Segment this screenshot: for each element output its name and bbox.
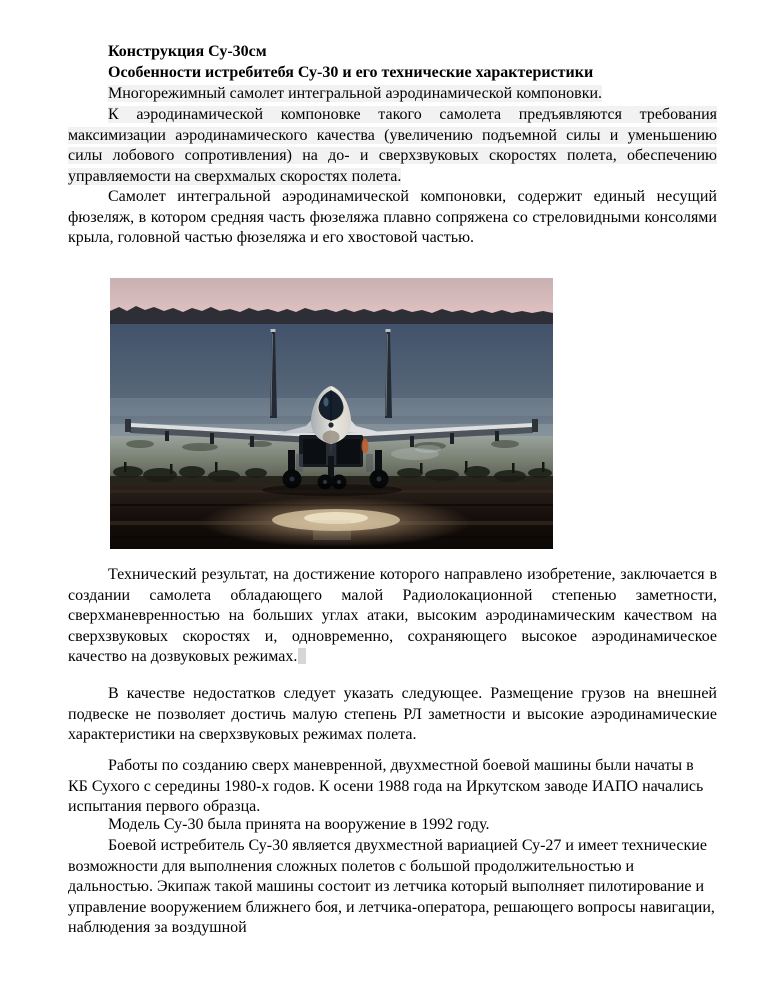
- su30-photo-art: [110, 278, 553, 549]
- paragraph-aero-requirements: [68, 105, 717, 187]
- paragraph-history: Работы по созданию сверх маневренной, двухместной боевой машины были начаты в КБ Сухого с середины 1980-х годов. К осени 1988 года на Иркутском заводе ИАПО начались испытания первого образца.: [68, 757, 704, 816]
- paragraph-technical-result: [68, 565, 717, 668]
- paragraph-adoption: Модель Су-30 была принята на вооружение в 1992 году.: [108, 816, 490, 833]
- paragraph-multimode: [68, 84, 717, 105]
- su30-photo: [110, 278, 553, 549]
- doc-heading-2: Особенности истребитебя Су-30 и его технические характеристики: [108, 64, 594, 81]
- highlighted-text: К аэродинамической компоновке такого самолета предъявляются требования максимизации аэродинамического качества (увеличению подъемной силы и уменьшению силы лобового сопротивления) на до- и сверхзвуковых скоростях полета, обеспечению управляемости на сверхмалых скоростях полета.: [68, 106, 717, 185]
- highlighted-text: Многорежимный самолет интегральной аэродинамической компоновки.: [108, 85, 603, 102]
- paragraph-text: Технический результат, на достижение которого направлено изобретение, заключается в создании самолета обладающего малой Радиолокационной степенью заметности, сверхманевренностью на больших углах атаки, высоким аэродинамическим качеством на сверхзвуковых скоростях и, одновременно, сохраняющего высокое аэродинамическое качество на дозвуковых режимах.: [68, 566, 717, 666]
- paragraph-drawbacks: В качестве недостатков следует указать следующее. Размещение грузов на внешней подвеске не позволяет достичь малую степень РЛ заметности и высокие аэродинамические характеристики на сверхзвуковых режимах полета.: [68, 685, 717, 744]
- paragraph-crew: Боевой истребитель Су-30 является двухместной вариацией Су-27 и имеет технические возможности для выполнения сложных полетов с большой продолжительностью и дальностью. Экипаж такой машины состоит из летчика который выполняет пилотирование и управление вооружением ближнего боя, и летчика-оператора, решающего вопросы навигации, наблюдения за воздушной: [68, 837, 715, 937]
- paragraph-integral-layout: Самолет интегральной аэродинамической компоновки, содержит единый несущий фюзеляж, в котором средняя часть фюзеляжа плавно сопряжена со стреловидными консолями крыла, головной частью фюзеляжа и его хвостовой частью.: [68, 188, 717, 247]
- highlight-artifact: [298, 648, 306, 664]
- doc-heading-1: Конструкция Су-30см: [108, 43, 267, 60]
